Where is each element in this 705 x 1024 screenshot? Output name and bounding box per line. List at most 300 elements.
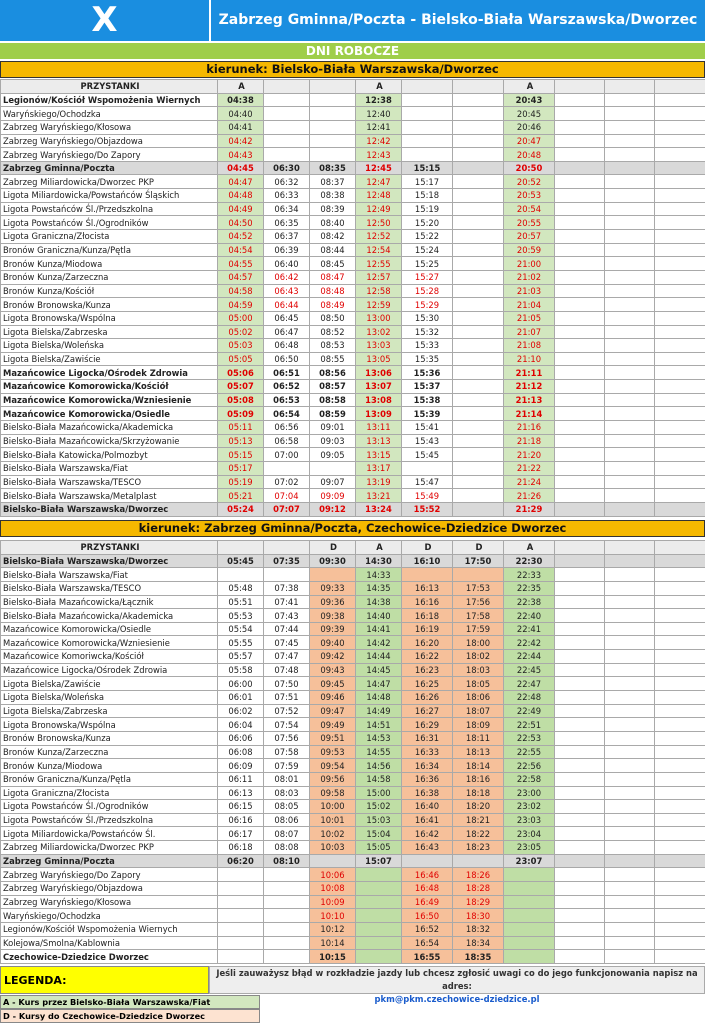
departure-time <box>655 922 705 936</box>
departure-time <box>218 568 264 582</box>
departure-time: 09:09 <box>310 489 356 503</box>
departure-time <box>555 311 605 325</box>
departure-time <box>605 895 655 909</box>
departure-time <box>605 581 655 595</box>
departure-time: 09:53 <box>310 745 356 759</box>
timetable-row <box>1 380 705 394</box>
departure-time: 08:10 <box>264 854 310 868</box>
departure-time: 12:59 <box>356 298 402 312</box>
departure-time: 21:14 <box>504 407 555 421</box>
departure-time <box>605 393 655 407</box>
departure-time <box>655 325 705 339</box>
departure-time: 22:42 <box>504 636 555 650</box>
departure-time: 13:06 <box>356 366 402 380</box>
departure-time: 18:03 <box>453 663 504 677</box>
timetable-row <box>1 284 705 298</box>
stops-column-header: PRZYSTANKI <box>1 541 218 555</box>
departure-time: 15:45 <box>402 448 453 462</box>
timetable-row <box>1 691 705 705</box>
departure-time: 22:41 <box>504 622 555 636</box>
departure-time <box>453 475 504 489</box>
departure-time: 04:43 <box>218 148 264 162</box>
departure-time: 06:30 <box>264 161 310 175</box>
departure-time: 22:30 <box>504 554 555 568</box>
departure-time <box>555 120 605 134</box>
stop-name: Mazańcowice Ligocka/Ośrodek Zdrowia <box>1 366 218 380</box>
departure-time: 16:33 <box>402 745 453 759</box>
departure-time: 13:17 <box>356 461 402 475</box>
stop-name: Waryńskiego/Ochodzka <box>1 107 218 121</box>
departure-time: 05:05 <box>218 352 264 366</box>
departure-time <box>555 393 605 407</box>
timetable-row <box>1 704 705 718</box>
departure-time <box>655 909 705 923</box>
stop-name: Mazańcowice Komorowicka/Kościół <box>1 380 218 394</box>
departure-time: 18:07 <box>453 704 504 718</box>
departure-time <box>218 922 264 936</box>
departure-time: 23:03 <box>504 813 555 827</box>
departure-time: 18:06 <box>453 691 504 705</box>
departure-time <box>555 731 605 745</box>
departure-time: 12:48 <box>356 189 402 203</box>
departure-time: 13:19 <box>356 475 402 489</box>
departure-time: 20:50 <box>504 161 555 175</box>
departure-time: 09:56 <box>310 772 356 786</box>
departure-time <box>453 366 504 380</box>
departure-time: 18:11 <box>453 731 504 745</box>
departure-time: 07:44 <box>264 622 310 636</box>
trip-column-header: D <box>453 541 504 555</box>
departure-time: 09:38 <box>310 609 356 623</box>
departure-time: 18:29 <box>453 895 504 909</box>
departure-time: 04:42 <box>218 134 264 148</box>
departure-time <box>655 854 705 868</box>
departure-time <box>605 448 655 462</box>
departure-time <box>264 882 310 896</box>
departure-time <box>655 786 705 800</box>
departure-time <box>555 461 605 475</box>
departure-time: 18:34 <box>453 936 504 950</box>
departure-time: 15:28 <box>402 284 453 298</box>
departure-time: 04:40 <box>218 107 264 121</box>
departure-time: 23:02 <box>504 800 555 814</box>
departure-time: 06:37 <box>264 230 310 244</box>
departure-time: 05:19 <box>218 475 264 489</box>
departure-time: 18:21 <box>453 813 504 827</box>
departure-time: 09:51 <box>310 731 356 745</box>
stop-name: Ligota Miliardowicka/Powstańców Śląskich <box>1 189 218 203</box>
departure-time <box>310 461 356 475</box>
departure-time: 15:07 <box>356 854 402 868</box>
stop-name: Ligota Bronowska/Wspólna <box>1 311 218 325</box>
departure-time <box>218 909 264 923</box>
departure-time: 06:39 <box>264 243 310 257</box>
departure-time <box>655 148 705 162</box>
departure-time: 20:46 <box>504 120 555 134</box>
stop-name: Zabrzeg Gminna/Poczta <box>1 854 218 868</box>
departure-time: 21:13 <box>504 393 555 407</box>
departure-time: 20:43 <box>504 93 555 107</box>
departure-time: 14:47 <box>356 677 402 691</box>
timetable-row <box>1 677 705 691</box>
departure-time: 15:04 <box>356 827 402 841</box>
stop-name: Bielsko-Biała Warszawska/TESCO <box>1 581 218 595</box>
departure-time <box>453 339 504 353</box>
departure-time: 10:08 <box>310 882 356 896</box>
departure-time: 22:47 <box>504 677 555 691</box>
departure-time: 09:58 <box>310 786 356 800</box>
stop-name: Bielsko-Biała Mazańcowicka/Łącznik <box>1 595 218 609</box>
departure-time: 04:59 <box>218 298 264 312</box>
departure-time: 06:08 <box>218 745 264 759</box>
departure-time <box>555 434 605 448</box>
departure-time: 06:42 <box>264 270 310 284</box>
departure-time: 15:41 <box>402 421 453 435</box>
departure-time: 06:33 <box>264 189 310 203</box>
departure-time: 09:45 <box>310 677 356 691</box>
departure-time: 15:43 <box>402 434 453 448</box>
departure-time: 18:26 <box>453 868 504 882</box>
departure-time: 22:45 <box>504 663 555 677</box>
departure-time <box>504 950 555 964</box>
departure-time <box>605 189 655 203</box>
departure-time: 14:48 <box>356 691 402 705</box>
timetable-row <box>1 718 705 732</box>
departure-time <box>655 366 705 380</box>
timetable-row <box>1 352 705 366</box>
departure-time: 14:44 <box>356 650 402 664</box>
timetable-row <box>1 461 705 475</box>
departure-time <box>605 841 655 855</box>
departure-time: 13:03 <box>356 339 402 353</box>
departure-time <box>605 134 655 148</box>
departure-time: 08:47 <box>310 270 356 284</box>
departure-time <box>605 352 655 366</box>
timetable-row <box>1 622 705 636</box>
direction1-banner: kierunek: Bielsko-Biała Warszawska/Dworzec <box>0 61 705 78</box>
departure-time: 08:57 <box>310 380 356 394</box>
departure-time <box>555 609 605 623</box>
departure-time <box>655 175 705 189</box>
departure-time <box>555 489 605 503</box>
departure-time: 05:00 <box>218 311 264 325</box>
departure-time: 22:40 <box>504 609 555 623</box>
departure-time: 06:17 <box>218 827 264 841</box>
departure-time: 07:50 <box>264 677 310 691</box>
departure-time: 06:13 <box>218 786 264 800</box>
departure-time: 18:05 <box>453 677 504 691</box>
line-number: X <box>0 0 209 41</box>
departure-time <box>310 148 356 162</box>
departure-time: 07:35 <box>264 554 310 568</box>
stop-name: Bronów Kunza/Zarzeczna <box>1 745 218 759</box>
departure-time: 12:57 <box>356 270 402 284</box>
timetable-row <box>1 609 705 623</box>
departure-time <box>555 257 605 271</box>
stop-name: Bronów Graniczna/Kunza/Pętla <box>1 772 218 786</box>
departure-time <box>402 134 453 148</box>
departure-time: 05:24 <box>218 502 264 516</box>
feedback-note <box>209 966 705 1004</box>
departure-time <box>655 134 705 148</box>
stop-name: Ligota Bielska/Zabrzeska <box>1 704 218 718</box>
stop-name: Bronów Kunza/Miodowa <box>1 257 218 271</box>
departure-time: 15:22 <box>402 230 453 244</box>
departure-time <box>555 284 605 298</box>
departure-time <box>655 352 705 366</box>
timetable-row <box>1 882 705 896</box>
timetable-row <box>1 731 705 745</box>
departure-time <box>605 298 655 312</box>
departure-time <box>655 827 705 841</box>
stop-name: Ligota Bielska/Woleńska <box>1 691 218 705</box>
departure-time: 15:52 <box>402 502 453 516</box>
timetable-row <box>1 841 705 855</box>
legend-item-d: D - Kursy do Czechowice-Dziedzice Dworzec <box>0 1009 260 1023</box>
departure-time <box>605 243 655 257</box>
departure-time: 04:55 <box>218 257 264 271</box>
departure-time <box>453 421 504 435</box>
departure-time <box>655 257 705 271</box>
departure-time <box>264 922 310 936</box>
departure-time <box>605 922 655 936</box>
departure-time <box>264 93 310 107</box>
departure-time: 05:03 <box>218 339 264 353</box>
timetable-row <box>1 230 705 244</box>
departure-time <box>605 311 655 325</box>
departure-time: 14:35 <box>356 581 402 595</box>
departure-time: 14:38 <box>356 595 402 609</box>
stop-name: Zabrzeg Miliardowicka/Dworzec PKP <box>1 175 218 189</box>
timetable-row <box>1 448 705 462</box>
departure-time <box>605 380 655 394</box>
timetable-row <box>1 595 705 609</box>
trip-column-header: A <box>504 80 555 94</box>
departure-time <box>655 380 705 394</box>
departure-time: 04:45 <box>218 161 264 175</box>
departure-time: 16:41 <box>402 813 453 827</box>
departure-time: 18:14 <box>453 759 504 773</box>
departure-time: 06:51 <box>264 366 310 380</box>
departure-time: 09:07 <box>310 475 356 489</box>
departure-time: 14:41 <box>356 622 402 636</box>
departure-time: 06:34 <box>264 202 310 216</box>
departure-time: 16:31 <box>402 731 453 745</box>
timetable-row <box>1 175 705 189</box>
stop-name: Ligota Powstańców Śl./Ogrodników <box>1 800 218 814</box>
departure-time <box>555 622 605 636</box>
stop-name: Ligota Graniczna/Złocista <box>1 230 218 244</box>
departure-time: 05:53 <box>218 609 264 623</box>
departure-time: 13:11 <box>356 421 402 435</box>
departure-time: 16:23 <box>402 663 453 677</box>
departure-time <box>555 380 605 394</box>
departure-time <box>555 718 605 732</box>
departure-time: 21:20 <box>504 448 555 462</box>
departure-time: 15:03 <box>356 813 402 827</box>
departure-time <box>655 731 705 745</box>
departure-time: 06:18 <box>218 841 264 855</box>
departure-time <box>655 663 705 677</box>
timetable-row <box>1 148 705 162</box>
departure-time <box>605 677 655 691</box>
timetable-row <box>1 745 705 759</box>
departure-time <box>555 230 605 244</box>
departure-time <box>605 216 655 230</box>
departure-time: 05:09 <box>218 407 264 421</box>
departure-time: 08:58 <box>310 393 356 407</box>
timetable-row <box>1 636 705 650</box>
departure-time: 13:07 <box>356 380 402 394</box>
departure-time <box>555 854 605 868</box>
timetable-row <box>1 909 705 923</box>
departure-time <box>310 568 356 582</box>
departure-time: 10:14 <box>310 936 356 950</box>
departure-time <box>605 813 655 827</box>
departure-time <box>655 704 705 718</box>
departure-time <box>453 352 504 366</box>
departure-time: 23:05 <box>504 841 555 855</box>
timetable-row <box>1 489 705 503</box>
departure-time <box>218 895 264 909</box>
departure-time: 16:36 <box>402 772 453 786</box>
departure-time: 15:18 <box>402 189 453 203</box>
departure-time <box>605 230 655 244</box>
stop-name: Waryńskiego/Ochodzka <box>1 909 218 923</box>
departure-time: 12:50 <box>356 216 402 230</box>
departure-time <box>655 475 705 489</box>
departure-time <box>605 854 655 868</box>
departure-time: 16:46 <box>402 868 453 882</box>
departure-time: 15:20 <box>402 216 453 230</box>
departure-time: 16:13 <box>402 581 453 595</box>
departure-time: 09:46 <box>310 691 356 705</box>
departure-time <box>655 421 705 435</box>
timetable-row <box>1 243 705 257</box>
departure-time <box>555 936 605 950</box>
departure-time <box>655 609 705 623</box>
departure-time: 08:40 <box>310 216 356 230</box>
departure-time: 15:47 <box>402 475 453 489</box>
departure-time <box>605 759 655 773</box>
departure-time <box>605 800 655 814</box>
departure-time <box>453 202 504 216</box>
departure-time: 22:49 <box>504 704 555 718</box>
departure-time: 15:38 <box>402 393 453 407</box>
departure-time: 04:54 <box>218 243 264 257</box>
departure-time: 16:55 <box>402 950 453 964</box>
stop-name: Bielsko-Biała Warszawska/Metalplast <box>1 489 218 503</box>
departure-time: 04:41 <box>218 120 264 134</box>
departure-time <box>453 189 504 203</box>
departure-time: 21:07 <box>504 325 555 339</box>
departure-time: 20:55 <box>504 216 555 230</box>
departure-time: 18:13 <box>453 745 504 759</box>
departure-time: 17:58 <box>453 609 504 623</box>
departure-time: 15:00 <box>356 786 402 800</box>
departure-time: 12:42 <box>356 134 402 148</box>
stop-name: Zabrzeg Waryńskiego/Kłosowa <box>1 120 218 134</box>
timetable-row <box>1 502 705 516</box>
departure-time: 21:05 <box>504 311 555 325</box>
departure-time: 10:12 <box>310 922 356 936</box>
departure-time: 15:33 <box>402 339 453 353</box>
departure-time: 07:43 <box>264 609 310 623</box>
departure-time: 04:38 <box>218 93 264 107</box>
departure-time: 13:24 <box>356 502 402 516</box>
trip-column-header <box>264 80 310 94</box>
feedback-email-link[interactable]: pkm@pkm.czechowice-dziedzice.pl <box>374 994 540 1004</box>
departure-time: 14:58 <box>356 772 402 786</box>
stop-name: Ligota Bielska/Zawiście <box>1 677 218 691</box>
departure-time <box>605 93 655 107</box>
departure-time: 15:30 <box>402 311 453 325</box>
stop-name: Bielsko-Biała Mazańcowicka/Akademicka <box>1 609 218 623</box>
departure-time: 07:41 <box>264 595 310 609</box>
departure-time <box>555 772 605 786</box>
departure-time <box>555 745 605 759</box>
departure-time: 05:13 <box>218 434 264 448</box>
departure-time <box>555 107 605 121</box>
departure-time: 04:52 <box>218 230 264 244</box>
departure-time <box>555 650 605 664</box>
departure-time: 21:04 <box>504 298 555 312</box>
departure-time <box>605 772 655 786</box>
departure-time: 10:09 <box>310 895 356 909</box>
departure-time <box>605 745 655 759</box>
departure-time <box>453 230 504 244</box>
departure-time: 16:49 <box>402 895 453 909</box>
departure-time: 09:01 <box>310 421 356 435</box>
departure-time <box>310 134 356 148</box>
departure-time <box>655 107 705 121</box>
departure-time: 21:29 <box>504 502 555 516</box>
departure-time <box>655 202 705 216</box>
timetable-row <box>1 339 705 353</box>
departure-time <box>356 936 402 950</box>
departure-time <box>555 800 605 814</box>
departure-time: 06:54 <box>264 407 310 421</box>
departure-time: 04:57 <box>218 270 264 284</box>
departure-time: 21:11 <box>504 366 555 380</box>
departure-time <box>605 786 655 800</box>
departure-time: 09:42 <box>310 650 356 664</box>
departure-time: 14:45 <box>356 663 402 677</box>
departure-time <box>555 175 605 189</box>
departure-time <box>555 502 605 516</box>
departure-time <box>555 421 605 435</box>
departure-time <box>555 270 605 284</box>
departure-time <box>555 339 605 353</box>
departure-time <box>605 202 655 216</box>
departure-time <box>555 325 605 339</box>
departure-time <box>655 691 705 705</box>
departure-time: 10:01 <box>310 813 356 827</box>
departure-time: 20:45 <box>504 107 555 121</box>
departure-time: 09:36 <box>310 595 356 609</box>
timetable-row <box>1 922 705 936</box>
departure-time: 10:15 <box>310 950 356 964</box>
departure-time: 17:53 <box>453 581 504 595</box>
timetable-row <box>1 189 705 203</box>
departure-time: 12:55 <box>356 257 402 271</box>
departure-time <box>655 434 705 448</box>
departure-time <box>605 868 655 882</box>
departure-time <box>453 270 504 284</box>
departure-time: 05:21 <box>218 489 264 503</box>
departure-time <box>655 595 705 609</box>
departure-time <box>264 568 310 582</box>
